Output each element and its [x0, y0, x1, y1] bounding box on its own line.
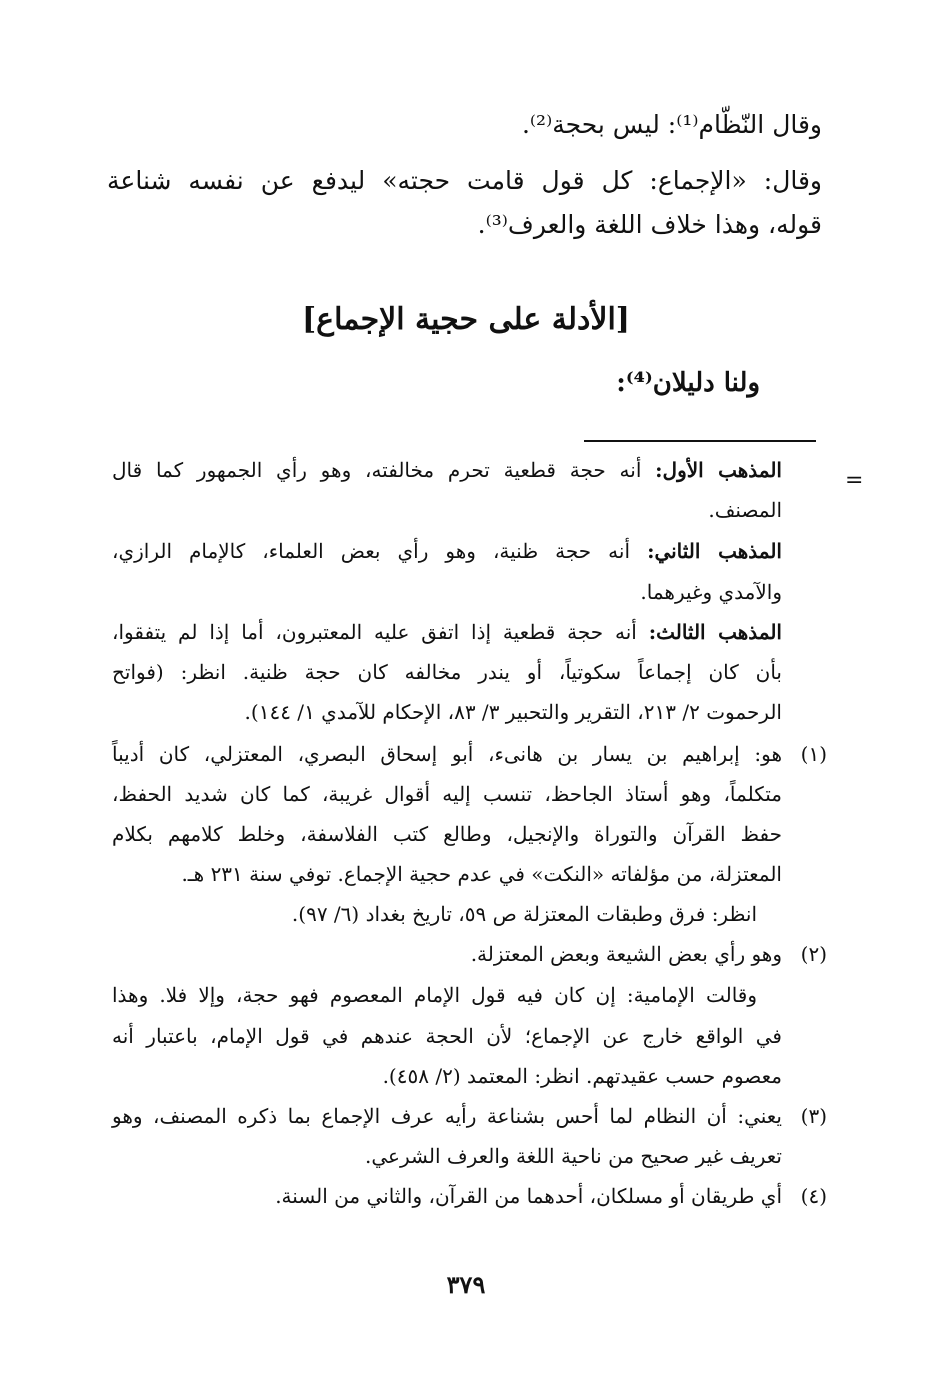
- footnote-number: (١): [800, 742, 827, 766]
- footnote-text: أنه حجة قطعية إذا اتفق عليه المعتبرون، أما إذا لم يتفقوا،: [112, 620, 649, 644]
- footnote-line: وهو رأي بعض الشيعة وبعض المعتزلة.: [470, 942, 782, 966]
- footnote-line: متكلماً، وهو أستاذ الجاحظ، تنسب إليه أقوال غريبة، كما كان شديد الحفظ،: [112, 782, 782, 806]
- section-subheading: ولنا دليلان⁽⁴⁾:: [616, 368, 760, 398]
- footnote-line: انظر: فرق وطبقات المعتزلة ص ٥٩، تاريخ بغداد (٦/ ٩٧).: [291, 902, 757, 926]
- footnote-line: هو: إبراهيم بن يسار بن هانىء، أبو إسحاق البصري، المعتزلي، كان أديباً: [112, 742, 782, 766]
- footnote-label: المذهب الثاني:: [647, 539, 782, 563]
- main-text-line: قوله، وهذا خلاف اللغة والعرف⁽³⁾.: [477, 210, 822, 239]
- footnote-label: المذهب الأول:: [655, 458, 782, 482]
- footnote-line: [112, 622, 782, 642]
- footnote-number: (٣): [800, 1104, 827, 1128]
- footnote-separator: [584, 440, 816, 442]
- footnote-line: بأن كان إجماعاً سكوتياً، أو يندر مخالفه كان حجة ظنية. انظر: (فواتح: [112, 660, 782, 684]
- footnote-line: المصنف.: [708, 498, 782, 522]
- footnote-line: والآمدي وغيرهما.: [640, 580, 782, 604]
- footnote-line: أي طريقان أو مسلكان، أحدهما من القرآن، والثاني من السنة.: [275, 1184, 782, 1208]
- footnote-line: وقالت الإمامية: إن كان فيه قول الإمام المعصوم فهو حجة، وإلا فلا. وهذا: [112, 983, 757, 1007]
- footnote-line: في الواقع خارج عن الإجماع؛ لأن الحجة عندهم في قول الإمام، باعتبار أنه: [112, 1024, 782, 1048]
- footnote-label: المذهب الثالث:: [648, 620, 782, 644]
- footnote-line: معصوم حسب عقيدتهم. انظر: المعتمد (٢/ ٤٥٨).: [382, 1064, 782, 1088]
- footnote-line: يعني: أن النظام لما أحس بشناعة رأيه عرف الإجماع بما ذكره المصنف، وهو: [112, 1104, 782, 1128]
- footnote-number: (٤): [800, 1184, 827, 1208]
- section-heading: [الأدلة على حجية الإجماع]: [301, 302, 630, 337]
- footnote-number: (٢): [800, 942, 827, 966]
- footnote-text: أنه حجة قطعية تحرم مخالفته، وهو رأي الجمهور كما قال: [112, 458, 656, 482]
- footnote-line: المعتزلة، من مؤلفاته «النكت» في عدم حجية الإجماع. توفي سنة ٢٣١ هـ.: [181, 862, 782, 886]
- footnote-line: حفظ القرآن والتوراة والإنجيل، وطالع كتب الفلاسفة، وخلط كلامهم بكلام: [112, 822, 782, 846]
- footnote-line: الرحموت ٢/ ٢١٣، التقرير والتحبير ٣/ ٨٣، الإحكام للآمدي ١/ ١٤٤).: [244, 700, 782, 724]
- footnote-line: تعريف غير صحيح من ناحية اللغة والعرف الشرعي.: [365, 1144, 782, 1168]
- page-number: ٣٧٩: [446, 1270, 486, 1299]
- footnote-line: [112, 541, 782, 561]
- main-text-line: وقال النّظّام⁽¹⁾: ليس بحجة⁽²⁾.: [521, 110, 822, 139]
- main-text-line: وقال: «الإجماع: كل قول قامت حجته» ليدفع عن نفسه شناعة: [107, 166, 822, 195]
- continuation-mark: =: [845, 468, 864, 493]
- footnote-line: [112, 460, 782, 480]
- footnote-text: أنه حجة ظنية، وهو رأي بعض العلماء، كالإمام الرازي،: [112, 539, 648, 563]
